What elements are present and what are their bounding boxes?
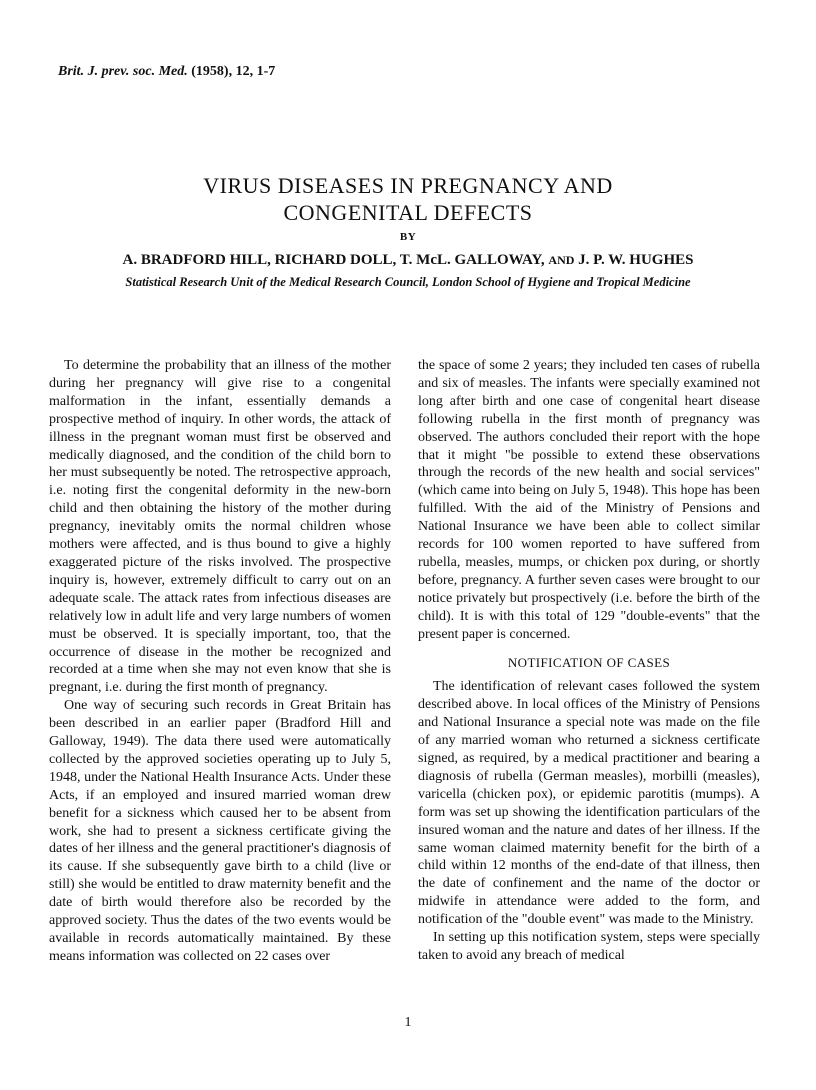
- notification-paragraph-2: In setting up this notification system, steps were specially taken to avoid any breach of medical: [418, 930, 760, 963]
- author-and: AND: [548, 253, 575, 267]
- journal-pages: 1-7: [256, 64, 276, 79]
- left-column: [49, 357, 391, 966]
- article-title: [100, 172, 716, 226]
- right-column: [418, 357, 760, 965]
- notification-paragraph-1: The identification of relevant cases followed the system described above. In local offices of the Ministry of Pensions and National Insurance a special note was made on the file of any married woman who returned a sickness certificate signed, as required, by a medical practitioner and bearing a diagnosis of rubella (German measles), morbilli (measles), varicella (chicken pox), or epidemic parotitis (mumps). A form was set up showing the identification particulars of the insured woman and the nature and dates of her illness. If the same woman claimed maternity benefit for the birth of a child within 12 months of the end-date of that illness, then the date of confinement and the name of the doctor or midwife in attendance were added to the form, and notification of the "double event" was made to the Ministry.: [418, 679, 760, 928]
- author-last: J. P. W. HUGHES: [578, 252, 694, 268]
- journal-name: Brit. J. prev. soc. Med.: [58, 64, 188, 79]
- affiliation: Statistical Research Unit of the Medical Research Council, London School of Hygiene and Tropical Medicine: [125, 275, 691, 289]
- journal-citation: [58, 64, 275, 80]
- intro-paragraph-continued: the space of some 2 years; they included ten cases of rubella and six of measles. The infants were specially examined not long after birth and one case of congenital heart disease following rubella in the first month of pregnancy was observed. The authors concluded their report with the hope that it might "be possible to extend these observations through the records of the new health and social services" (which came into being on July 5, 1948). This hope has been fulfilled. With the aid of the Ministry of Pensions and National Insurance we have been able to collect similar records for 100 women reported to have suffered from rubella, measles, mumps, or chicken pox during, or shortly before, pregnancy. A further seven cases were brought to our notice privately but prospectively (i.e. before the birth of the child). It is with this total of 129 "double-events" that the present paper is concerned.: [418, 358, 760, 642]
- author-names: A. BRADFORD HILL, RICHARD DOLL, T. McL. GALLOWAY,: [122, 252, 545, 268]
- intro-paragraph-1: To determine the probability that an illness of the mother during her pregnancy will give rise to a congenital malformation in the infant, essentially demands a prospective method of inquiry. In other words, the attack of illness in the pregnant woman must first be observed and medically diagnosed, and the condition of the child born to her must subsequently be noted. The retrospective approach, i.e. noting first the congenital deformity in the new-born child and then obtaining the history of the mother during pregnancy, inevitably omits the normal children whose mothers were affected, and is thus bound to give a highly exaggerated picture of the risks involved. The prospective inquiry is, however, extremely difficult to carry out on an adequate scale. The attack rates from infectious diseases are relatively low in adult life and very large numbers of women must be observed. It is specially important, too, that the occurrence of disease in the mother be recognized and recorded at a time when she may not even know that she is pregnant, i.e. during the first month of pregnancy.: [49, 358, 391, 696]
- title-line-2: CONGENITAL DEFECTS: [283, 200, 533, 225]
- section-heading-notification: NOTIFICATION OF CASES: [507, 654, 671, 670]
- intro-paragraph-2: One way of securing such records in Great Britain has been described in an earlier paper (Bradford Hill and Galloway, 1949). The data there used were automatically collected by the approved societies operating up to July 5, 1948, under the National Health Insurance Acts. Under these Acts, if an employed and insured married woman drew benefit for a sickness which caused her to be absent from work, she had to present a sickness certificate giving the dates of her illness and the general practitioner's diagnosis of its cause. If she subsequently gave birth to a child (live or still) she would be entitled to draw maternity benefit and the date of birth would therefore also be recorded by the approved society. Thus the dates of the two events would be available in records automatically maintained. By these means information was collected on 22 cases over: [49, 698, 391, 964]
- byline-by: BY: [399, 231, 417, 243]
- journal-volume: 12,: [235, 64, 254, 79]
- author-list: [40, 252, 776, 269]
- page-number: 1: [404, 1015, 412, 1030]
- title-line-1: VIRUS DISEASES IN PREGNANCY AND: [203, 173, 613, 198]
- journal-year: (1958),: [191, 64, 233, 79]
